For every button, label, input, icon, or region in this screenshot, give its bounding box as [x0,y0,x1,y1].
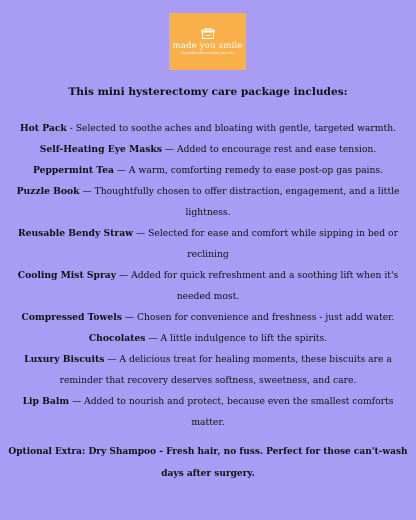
item-name: Peppermint Tea [32,165,114,176]
item-name: Compressed Towels [21,312,122,323]
logo-tagline: thoughtful gifts to make your day [180,51,235,55]
item-name: Lip Balm [22,396,70,407]
item-description: — A little indulgence to lift the spirits. [145,333,328,344]
gift-box-smile-icon [201,27,215,39]
item-description: — Added to encourage rest and ease tension. [161,144,377,155]
list-item [6,349,410,391]
list-item [6,328,410,349]
item-description: — A warm, comforting remedy to ease post-op gas pains. [113,165,384,176]
item-name: Self-Heating Eye Masks [39,144,162,155]
list-item [6,118,410,139]
item-description: — Chosen for convenience and freshness - just add water. [121,312,395,323]
item-name: Hot Pack [19,123,67,134]
item-description: — A delicious treat for healing moments, these biscuits are a reminder that recovery deserves softness, sweetness, and care. [59,354,392,386]
item-list [6,118,410,433]
item-description: — Added for quick refreshment and a soothing lift when it's needed most. [116,270,399,302]
item-description: - Selected to soothe aches and bloating with gentle, targeted warmth. [66,123,397,134]
list-item [6,265,410,307]
list-item [6,181,410,223]
list-item [6,160,410,181]
page-heading: This mini hysterectomy care package includes: [68,86,348,98]
item-name: Luxury Biscuits [24,354,105,365]
list-item [6,223,410,265]
item-name: Chocolates [88,333,146,344]
item-name: Cooling Mist Spray [17,270,117,281]
item-description: — Selected for ease and comfort while sipping in bed or reclining [133,228,398,260]
list-item [6,307,410,328]
optional-extra-note: Optional Extra: Dry Shampoo - Fresh hair, no fuss. Perfect for those can't-wash days after surgery. [8,447,408,479]
list-item [6,391,410,433]
logo-brand-name: made you smile [172,41,243,51]
brand-logo [169,13,246,70]
item-name: Reusable Bendy Straw [18,228,134,239]
list-item [6,139,410,160]
item-name: Puzzle Book [16,186,80,197]
item-description: — Thoughtfully chosen to offer distraction, engagement, and a little lightness. [79,186,400,218]
item-description: — Added to nourish and protect, because even the smallest comforts matter. [69,396,394,428]
